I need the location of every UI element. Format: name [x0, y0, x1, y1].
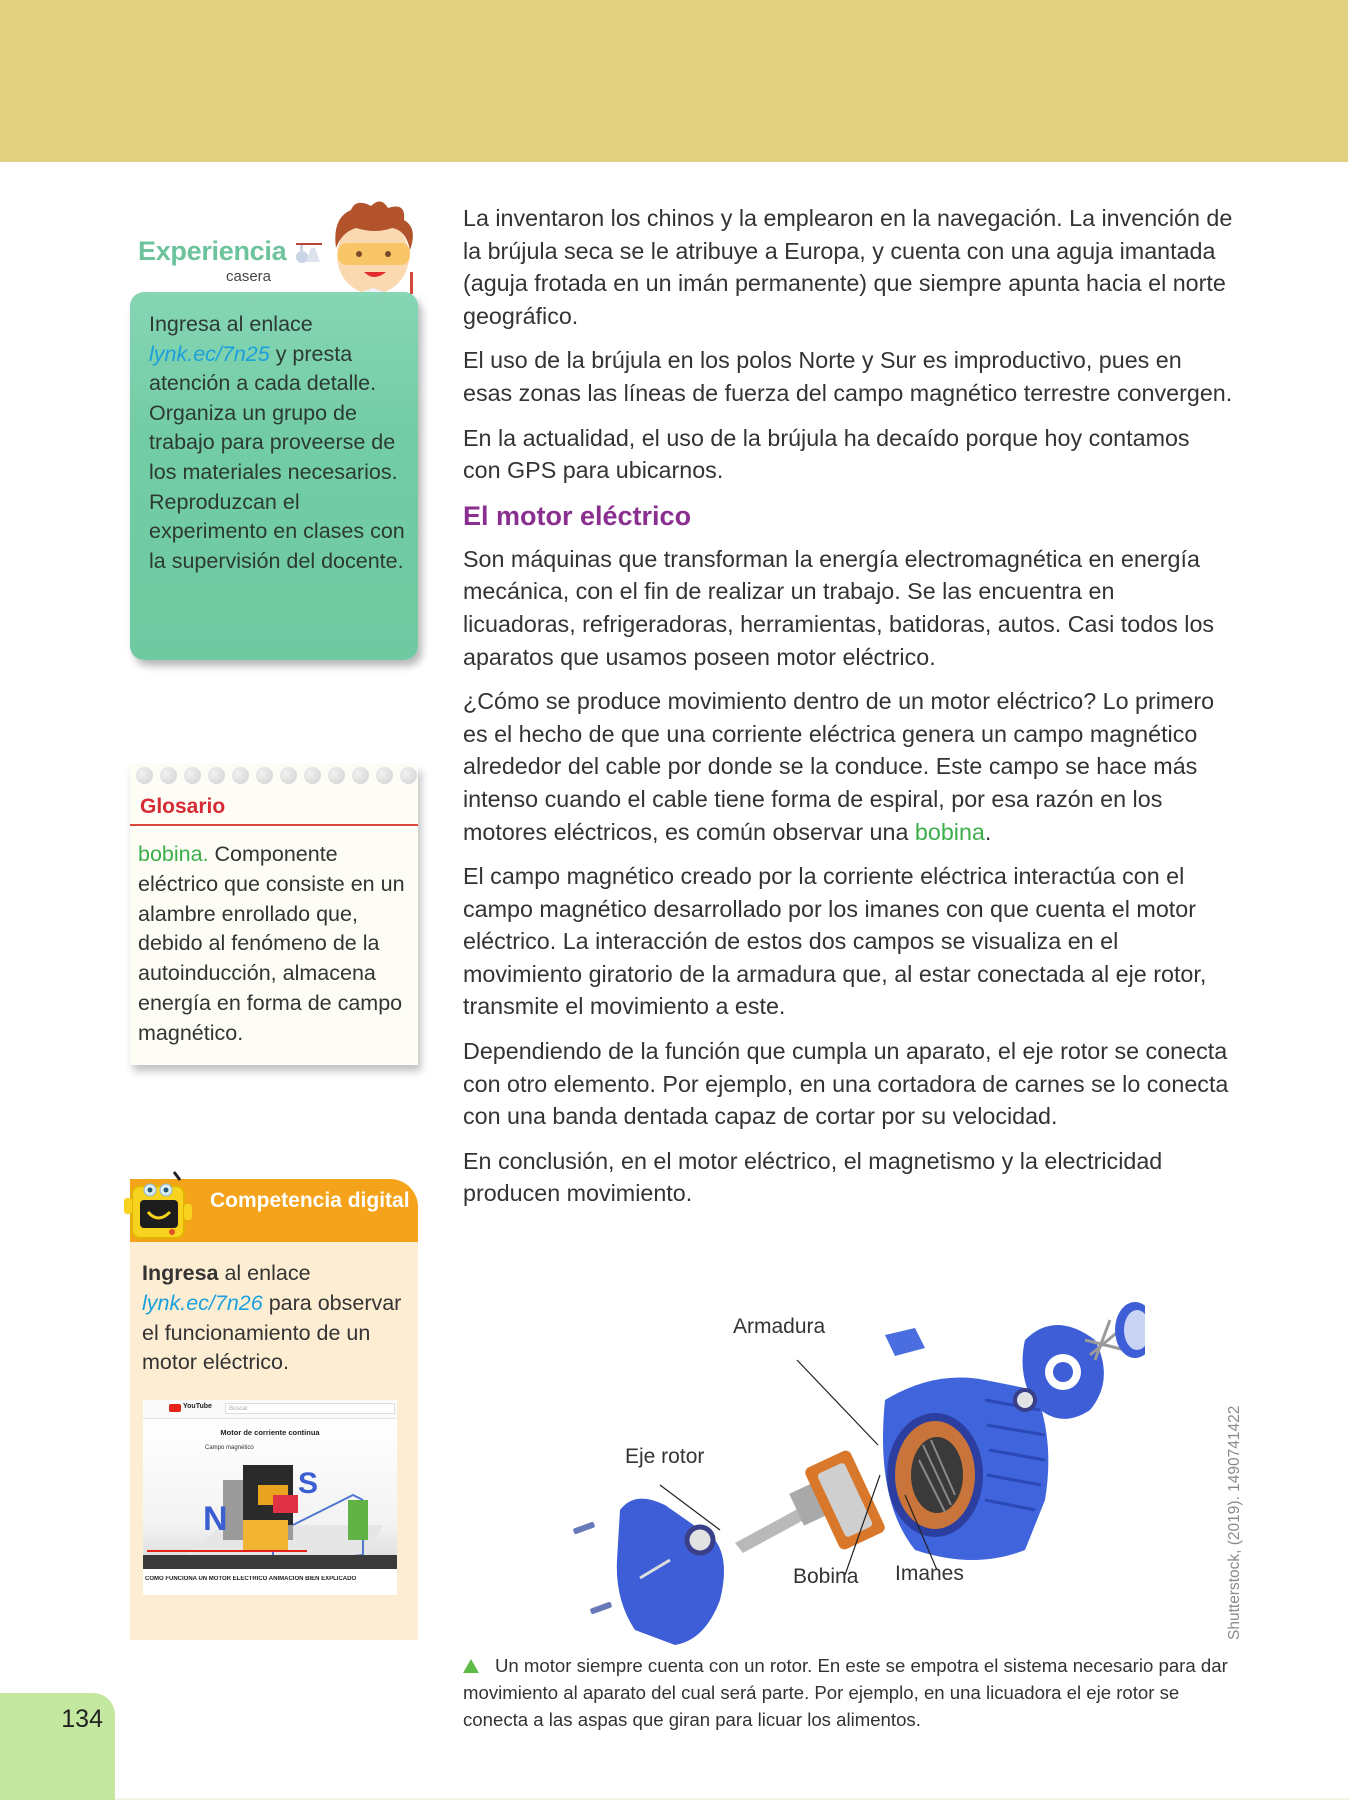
competencia-text-body: para observar el funcionamiento de un motor eléctrico.: [142, 1290, 402, 1375]
intro-paragraph-1: La inventaron los chinos y la emplearon en la navegación. La invención de la brújula seca se le atribuye a Europa, y cuenta con una aguja imantada (aguja frotada en un imán permanente) que siempre apunta hacia el norte geográfico.: [463, 205, 1233, 329]
ring-icon: [280, 767, 297, 784]
paragraph-movement-text: ¿Cómo se produce movimiento dentro de un motor eléctrico? Lo primero es el hecho de que una corriente eléctrica genera un campo magnético alrededor del cable por donde se la conduce. Este campo se hace más intenso cuando el cable tiene forma de espiral, por esa razón en los motores eléctricos, es común observar una: [463, 688, 1215, 845]
label-bobina: Bobina: [793, 1565, 859, 1588]
experiencia-link[interactable]: lynk.ec/7n25: [149, 341, 270, 366]
ring-icon: [376, 767, 393, 784]
ring-icon: [232, 767, 249, 784]
paragraph-movement-end: .: [984, 818, 992, 845]
ring-icon: [184, 767, 201, 784]
video-frame-label: Campo magnético: [205, 1445, 254, 1451]
robot-mascot-icon: [124, 1168, 194, 1248]
video-progress-bar[interactable]: [147, 1550, 307, 1552]
green-triangle-icon: [463, 1659, 479, 1673]
youtube-logo-icon: [169, 1404, 181, 1412]
intro-paragraph-2: El uso de la brújula en los polos Norte y Sur es improductivo, pues en esas zonas las líneas de fuerza del campo magnético terrestre convergen.: [463, 347, 1233, 406]
motor-animation-icon: [163, 1455, 383, 1565]
scientist-kid-icon: [326, 198, 421, 298]
glosario-term: bobina.: [138, 842, 209, 866]
experiencia-text-body: y presta atención a cada detalle. Organiza un grupo de trabajo para proveerse de los materiales necesarios. Reproduzcan el experimento en clases con la supervisión del docente.: [149, 341, 405, 573]
intro-paragraph-3: En la actualidad, el uso de la brújula ha decaído porque hoy contamos con GPS para ubicarnos.: [463, 424, 1190, 484]
competencia-text: [142, 1259, 412, 1378]
ring-icon: [136, 767, 153, 784]
youtube-search-input: Buscar: [225, 1403, 395, 1414]
glosario-title: Glosario: [140, 795, 226, 818]
experiencia-box: [130, 292, 418, 660]
experiencia-text: [149, 310, 409, 576]
competencia-body: [130, 1242, 418, 1640]
paragraph-definition: Son máquinas que transforman la energía electromagnética en energía mecánica, con el fin de realizar un trabajo. Se las encuentra en licuadoras, refrigeradoras, herramientas, batidoras, autos. Casi todos los aparatos que usamos poseen motor eléctrico.: [463, 545, 1215, 670]
ring-icon: [328, 767, 345, 784]
video-controls[interactable]: [143, 1555, 397, 1569]
glosario-box: [130, 765, 418, 1065]
experiencia-subtitle: casera: [226, 268, 272, 285]
image-credit: [1222, 1405, 1252, 1640]
section-heading: El motor eléctrico: [463, 500, 692, 531]
paragraph-function: Dependiendo de la función que cumpla un aparato, el eje rotor se conecta con otro elemento. Por ejemplo, en una cortadora de carnes se lo conecta con una banda dentada capaz de cortar por su velocidad.: [463, 1038, 1229, 1130]
header-band: [0, 0, 1348, 162]
ring-icon: [256, 767, 273, 784]
label-eje-rotor: Eje rotor: [625, 1445, 705, 1468]
bobina-term: bobina: [914, 818, 985, 845]
video-frame-title: Motor de corriente continua: [220, 1428, 320, 1437]
label-armadura: Armadura: [733, 1315, 826, 1338]
main-content: [463, 202, 1233, 1222]
experiencia-text-intro: Ingresa al enlace: [149, 312, 313, 336]
competencia-link[interactable]: lynk.ec/7n26: [142, 1290, 263, 1315]
svg-text:N: N: [203, 1500, 228, 1538]
page-number-tab: [0, 1693, 115, 1800]
notebook-rings: [132, 765, 422, 787]
ring-icon: [304, 767, 321, 784]
video-title: COMO FUNCIONA UN MOTOR ELECTRICO ANIMACION BIEN EXPLICADO: [145, 1576, 357, 1582]
youtube-topbar: [143, 1400, 397, 1419]
competencia-text-intro: al enlace: [218, 1261, 311, 1285]
image-credit-text: Shutterstock, (2019). 1490741422: [1226, 1405, 1243, 1640]
paragraph-conclusion: En conclusión, en el motor eléctrico, el magnetismo y la electricidad producen movimiento.: [463, 1147, 1163, 1207]
glosario-divider: [130, 824, 418, 826]
experiencia-title: Experiencia: [138, 236, 287, 266]
glosario-definition: Componente eléctrico que consiste en un alambre enrollado que, debido al fenómeno de la autoinducción, almacena energía en forma de campo magnético.: [138, 842, 405, 1045]
ring-icon: [208, 767, 225, 784]
glosario-entry: [138, 840, 416, 1049]
video-thumbnail[interactable]: [143, 1400, 397, 1595]
paragraph-interaction: El campo magnético creado por la corriente eléctrica interactúa con el campo magnético desarrollado por los imanes con que cuenta el motor eléctrico. La interacción de estos dos campos se visualiza en el movimiento giratorio de la armadura que, al estar conectada al eje rotor, transmite el movimiento a este.: [463, 863, 1207, 1020]
motor-figure: [555, 1300, 1145, 1650]
lab-flask-icon: [296, 240, 322, 264]
svg-text:S: S: [298, 1467, 319, 1500]
figure-caption: [463, 1652, 1233, 1733]
paragraph-movement: [463, 685, 1233, 848]
ring-icon: [400, 767, 417, 784]
video-frame: [143, 1419, 397, 1569]
competencia-title: Competencia digital: [210, 1189, 410, 1212]
youtube-logo-text: YouTube: [183, 1403, 212, 1410]
competencia-bold: Ingresa: [142, 1261, 219, 1285]
ring-icon: [160, 767, 177, 784]
figure-caption-text: Un motor siempre cuenta con un rotor. En este se empotra el sistema necesario para dar movimiento al aparato del cual será parte. Por ejemplo, en una licuadora el eje rotor se conecta a las aspas que giran para licuar los alimentos.: [463, 1655, 1228, 1730]
exploded-motor-illustration: [555, 1300, 1145, 1650]
page-number: 134: [61, 1705, 103, 1733]
ring-icon: [352, 767, 369, 784]
label-imanes: Imanes: [895, 1562, 964, 1585]
